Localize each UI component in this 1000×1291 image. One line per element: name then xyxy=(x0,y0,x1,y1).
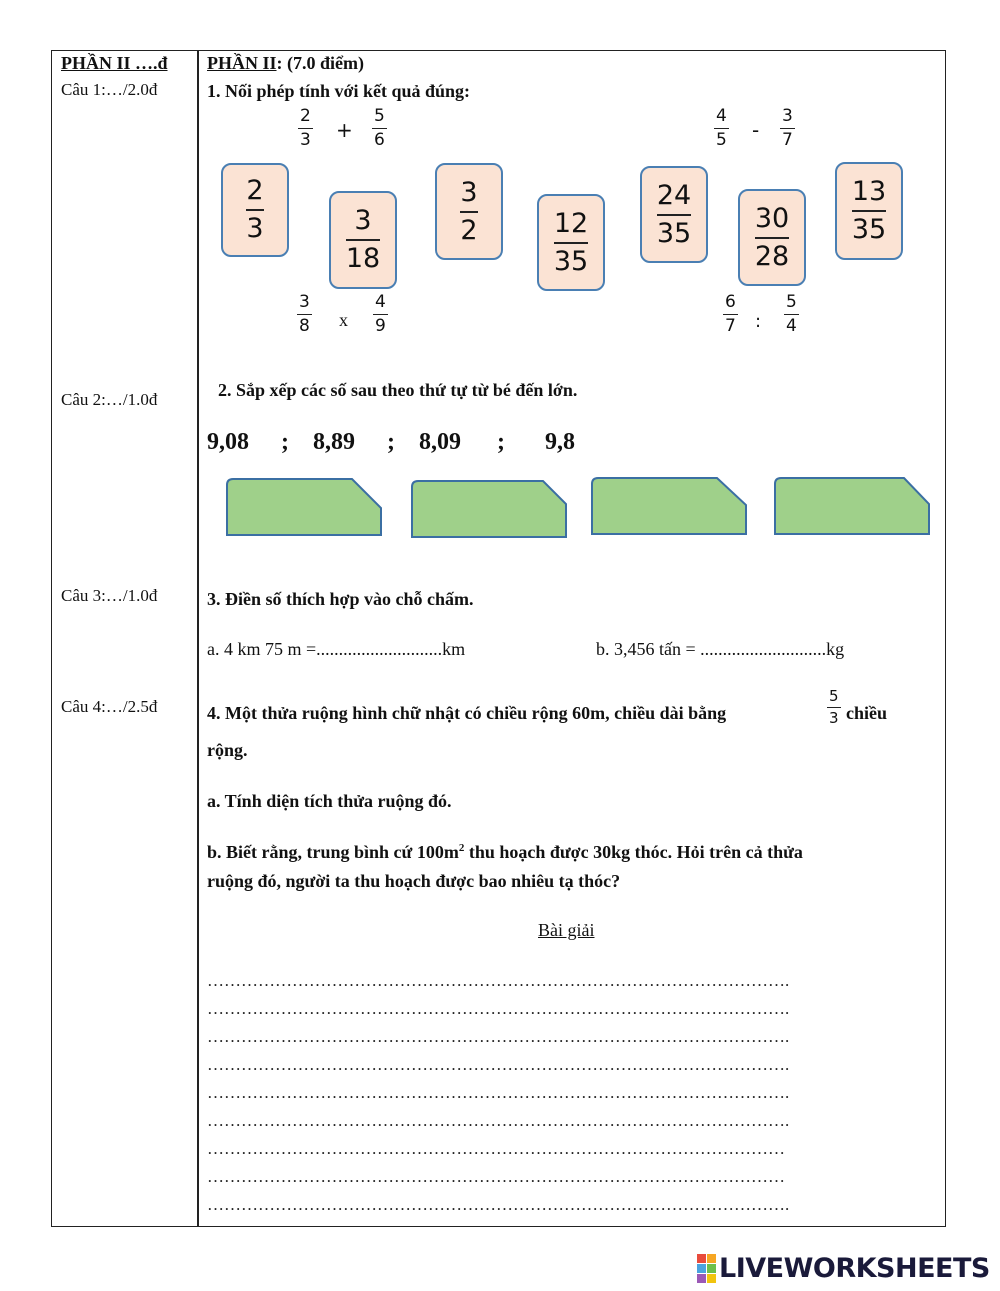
q1-title: 1. Nối phép tính với kết quả đúng: xyxy=(207,81,471,101)
expr-div-operator: : xyxy=(755,311,762,332)
answer-line-2[interactable]: …………………………………………………………………………………………. xyxy=(207,999,790,1018)
answer-card-4-fraction: $\frac{12}{35}$ xyxy=(553,207,589,277)
order-slot-1-shape xyxy=(226,478,382,536)
score-q2: Câu 2:…/1.0đ xyxy=(61,390,158,409)
expr-sub-fraction-b: 3 7 xyxy=(782,106,793,151)
expr-add-operator: + xyxy=(336,118,353,142)
order-slot-2[interactable] xyxy=(411,480,567,538)
q2-number-3: 8,09 xyxy=(419,429,461,455)
section-header xyxy=(207,53,364,74)
answer-line-3[interactable]: …………………………………………………………………………………………. xyxy=(207,1027,790,1046)
column-divider xyxy=(197,50,199,1227)
section-header-label: PHẦN II xyxy=(207,53,277,73)
expr-mul-operator: x xyxy=(339,310,348,330)
answer-card-4[interactable] xyxy=(537,194,605,291)
answer-line-6[interactable]: …………………………………………………………………………………………. xyxy=(207,1111,790,1130)
q2-numbers xyxy=(207,429,607,461)
q4-part-b-line2: ruộng đó, người ta thu hoạch được bao nhiêu tạ thóc? xyxy=(207,871,621,891)
q2-number-2: 8,89 xyxy=(313,429,355,455)
q2-number-1: 9,08 xyxy=(207,429,249,455)
liveworksheets-logo-icon xyxy=(697,1254,716,1283)
order-slot-1[interactable] xyxy=(226,478,382,536)
section-header-points: : (7.0 điểm) xyxy=(276,53,364,73)
expr-mul-fraction-b: 4 9 xyxy=(375,292,386,337)
answer-line-5[interactable]: …………………………………………………………………………………………. xyxy=(207,1083,790,1102)
q3-part-b: b. 3,456 tấn = ............................kg xyxy=(596,639,845,659)
order-slot-4-shape xyxy=(774,477,930,535)
liveworksheets-logo[interactable] xyxy=(697,1253,990,1284)
solution-heading: Bài giải xyxy=(538,920,595,940)
answer-line-1[interactable]: …………………………………………………………………………………………. xyxy=(207,971,790,990)
order-slot-3[interactable] xyxy=(591,477,747,535)
answer-card-5[interactable] xyxy=(640,166,708,263)
q2-separator-1: ; xyxy=(281,429,289,455)
answer-card-6[interactable] xyxy=(738,189,806,286)
q4-title-line1 xyxy=(207,703,726,724)
answer-line-4[interactable]: …………………………………………………………………………………………. xyxy=(207,1055,790,1074)
score-q4: Câu 4:…/2.5đ xyxy=(61,697,158,716)
answer-card-7-fraction: $\frac{13}{35}$ xyxy=(851,176,887,245)
answer-card-5-fraction: $\frac{24}{35}$ xyxy=(656,179,692,249)
q4-part-b-text-2: thu hoạch được 30kg thóc. Hỏi trên cả thửa xyxy=(464,842,803,862)
q4-part-b-text-1: b. Biết rằng, trung bình cứ 100m xyxy=(207,842,459,862)
liveworksheets-logo-text: LIVEWORKSHEETS xyxy=(719,1253,990,1284)
q3-part-a: a. 4 km 75 m =............................km xyxy=(207,639,466,659)
answer-line-7[interactable]: ………………………………………………………………………………………… xyxy=(207,1139,785,1158)
answer-card-2-fraction: $\frac{3}{18}$ xyxy=(345,205,381,274)
expr-mul-fraction-a: 3 8 xyxy=(299,292,310,337)
answer-card-7[interactable] xyxy=(835,162,903,260)
q2-separator-2: ; xyxy=(387,429,395,455)
answer-card-3[interactable] xyxy=(435,163,503,260)
order-slot-3-shape xyxy=(591,477,747,535)
answer-card-1-fraction: $\frac{2}{3}$ xyxy=(246,175,264,244)
expr-add-fraction-b: 5 6 xyxy=(374,106,385,151)
q2-separator-3: ; xyxy=(497,429,505,455)
q2-number-4: 9,8 xyxy=(545,429,575,455)
score-q1: Câu 1:…/2.0đ xyxy=(61,80,158,99)
order-slot-2-shape xyxy=(411,480,567,538)
answer-card-1[interactable] xyxy=(221,163,289,257)
q4-title-text: 4. Một thửa ruộng hình chữ nhật có chiều rộng 60m, chiều dài bằng xyxy=(207,703,727,723)
q4-part-a: a. Tính diện tích thửa ruộng đó. xyxy=(207,791,452,811)
q4-fraction: 5 3 xyxy=(829,687,839,727)
answer-card-6-fraction: $\frac{30}{28}$ xyxy=(754,202,790,272)
q4-part-b-superscript: 2 xyxy=(458,842,465,854)
order-slot-4[interactable] xyxy=(774,477,930,535)
expr-add-fraction-a: 2 3 xyxy=(300,106,311,151)
expr-div-fraction-b: 5 4 xyxy=(786,292,797,337)
answer-line-9[interactable]: …………………………………………………………………………………………. xyxy=(207,1195,790,1214)
score-q3: Câu 3:…/1.0đ xyxy=(61,586,158,605)
q4-title-line2: rộng. xyxy=(207,740,248,760)
expr-sub-operator: - xyxy=(752,118,760,142)
answer-card-2[interactable] xyxy=(329,191,397,289)
answer-line-8[interactable]: ………………………………………………………………………………………… xyxy=(207,1167,785,1186)
answer-card-3-fraction: $\frac{3}{2}$ xyxy=(460,176,478,246)
q2-title: 2. Sắp xếp các số sau theo thứ tự từ bé đến lớn. xyxy=(218,380,578,400)
q3-title: 3. Điền số thích hợp vào chỗ chấm. xyxy=(207,589,474,609)
left-header: PHẦN II ….đ xyxy=(61,53,168,73)
expr-div-fraction-a: 6 7 xyxy=(725,292,736,337)
expr-sub-fraction-a: 4 5 xyxy=(716,106,727,151)
q4-part-b-line1 xyxy=(207,842,803,863)
q4-title-after: chiều xyxy=(846,703,888,723)
